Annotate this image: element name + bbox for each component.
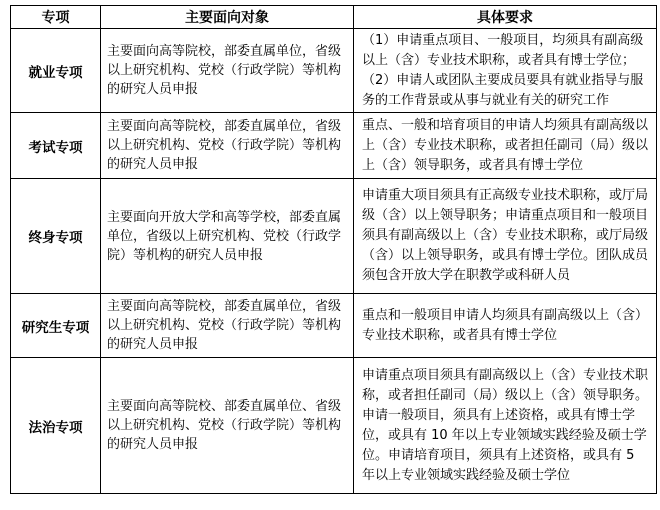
table-row [11, 29, 657, 113]
target-audience: 主要面向高等院校，部委直属单位，省级以上研究机构、党校（行政学院）等机构的研究人员申报 [101, 113, 354, 179]
requirements-cell [354, 358, 657, 494]
requirement-item: 申请重点项目须具有副高级以上（含）专业技术职称，或者担任副司（局）级以上（含）领导职务。申请一般项目，须具有上述资格，或具有博士学位，或具有 10 年以上专业领域实践经验及硕士学位。申请培育项目，须具有上述资格，或具有 5 年以上专业领域实践经验及硕士学位 [362, 367, 649, 483]
requirements-cell [354, 29, 657, 113]
table-row [11, 358, 657, 494]
table-row [11, 113, 657, 179]
table-row [11, 179, 657, 294]
requirements-cell [354, 113, 657, 179]
project-name: 考试专项 [11, 113, 101, 179]
target-audience: 主要面向高等院校，部委直属单位，省级以上研究机构、党校（行政学院）等机构的研究人员申报 [101, 294, 354, 358]
requirements-cell [354, 179, 657, 294]
header-requirements: 具体要求 [354, 6, 657, 29]
project-name: 研究生专项 [11, 294, 101, 358]
project-name: 就业专项 [11, 29, 101, 113]
requirement-item: 重点、一般和培育项目的申请人均须具有副高级以上（含）专业技术职称，或者担任副司（局）级以上（含）领导职务，或者具有博士学位 [362, 117, 649, 173]
requirement-item: （2）申请人或团队主要成员要具有就业指导与服务的工作背景或从事与就业有关的研究工作 [362, 72, 644, 108]
requirements-table [10, 5, 657, 494]
table-header-row [11, 6, 657, 29]
requirement-item: 申请重大项目须具有正高级专业技术职称，或厅局级（含）以上领导职务；申请重点项目和一般项目须具有副高级以上（含）专业技术职称，或厅局级（含）以上领导职务，或具有博士学位。团队成员须包含开放大学在职教学或科研人员 [362, 188, 649, 283]
project-name: 终身专项 [11, 179, 101, 294]
requirement-item: （1）申请重点项目、一般项目，均须具有副高级以上（含）专业技术职称，或者具有博士学位； [362, 32, 644, 68]
target-audience: 主要面向高等院校、部委直属单位、省级以上研究机构、党校（行政学院）等机构的研究人员申报 [101, 358, 354, 494]
header-target: 主要面向对象 [101, 6, 354, 29]
requirement-item: 重点和一般项目申请人均须具有副高级以上（含）专业技术职称，或者具有博士学位 [362, 307, 649, 343]
target-audience: 主要面向高等院校，部委直属单位，省级以上研究机构、党校（行政学院）等机构的研究人员申报 [101, 29, 354, 113]
header-project: 专项 [11, 6, 101, 29]
project-name: 法治专项 [11, 358, 101, 494]
table-row [11, 294, 657, 358]
requirements-cell [354, 294, 657, 358]
target-audience: 主要面向开放大学和高等学校，部委直属单位，省级以上研究机构、党校（行政学院）等机构的研究人员申报 [101, 179, 354, 294]
